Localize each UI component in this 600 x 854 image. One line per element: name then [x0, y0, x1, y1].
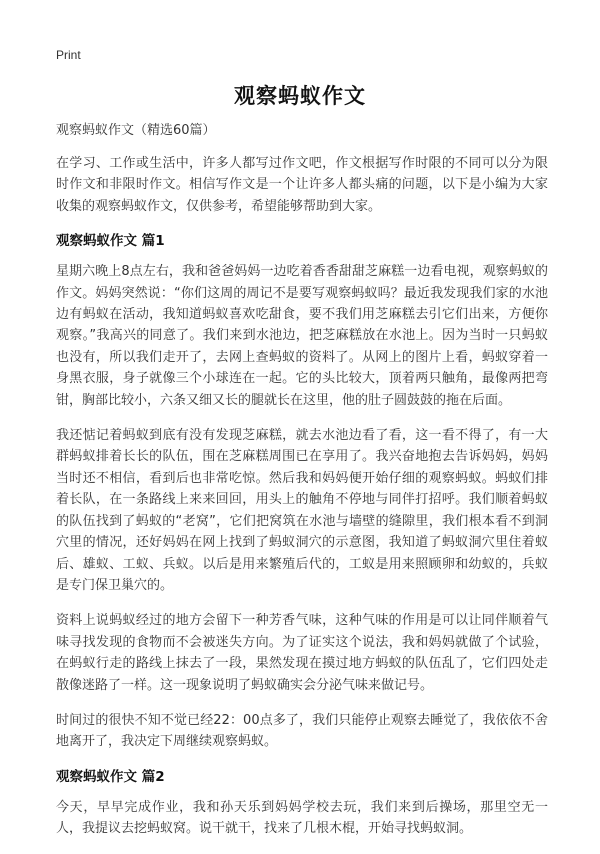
section-1-paragraph-1: 星期六晚上8点左右，我和爸爸妈妈一边吃着香香甜甜芝麻糕一边看电视，观察蚂蚁的作文。妈妈突然说：“你们这周的周记不是要写观察蚂蚁吗？最近我发现我们家的水池边有蚂蚁在活动，我知道蚂蚁喜欢吃甜食，要不我们用芝麻糕去引它们出来，方便你观察。”我高兴的同意了。我们来到水池边，把芝麻糕放在水池上。因为当时一只蚂蚁也没有，所以我们走开了，去网上查蚂蚁的资料了。从网上的图片上看，蚂蚁穿着一身黑衣服，身子就像三个小球连在一起。它的头比较大，顶着两只触角，最像两把弯钳，胸部比较小，六条又细又长的腿就长在这里，他的肚子圆鼓鼓的拖在后面。	[56, 264, 548, 408]
page-title: 观察蚂蚁作文	[234, 84, 366, 108]
article-body	[56, 121, 548, 854]
article-subtitle: 观察蚂蚁作文（精选60篇）	[56, 123, 216, 138]
section-1-paragraph-4: 时间过的很快不知不觉已经22：00点多了，我们只能停止观察去睡觉了，我依依不舍地离开了，我决定下周继续观察蚂蚁。	[56, 712, 548, 750]
section-2-paragraph-1: 今天，早早完成作业，我和孙天乐到妈妈学校去玩，我们来到后操场，那里空无一人，我提议去挖蚂蚁窝。说干就干，找来了几根木棍，开始寻找蚂蚁洞。	[56, 799, 548, 837]
section-1-paragraph-3: 资料上说蚂蚁经过的地方会留下一种芳香气味，这种气味的作用是可以让同伴顺着气味寻找发现的食物而不会被迷失方向。为了证实这个说法，我和妈妈就做了个试验，在蚂蚁行走的路线上抹去了一段，果然发现在摸过地方蚂蚁的队伍乱了，它们四处走散像迷路了一样。这一现象说明了蚂蚁确实会分泌气味来做记号。	[56, 613, 548, 693]
intro-paragraph: 在学习、工作或生活中，许多人都写过作文吧，作文根据写作时限的不同可以分为限时作文和非限时作文。相信写作文是一个让许多人都头痛的问题，以下是小编为大家收集的观察蚂蚁作文，仅供参考，希望能够帮助到大家。	[56, 156, 548, 214]
section-heading-1: 观察蚂蚁作文 篇1	[56, 233, 165, 250]
section-1-paragraph-2: 我还惦记着蚂蚁到底有没有发现芝麻糕，就去水池边看了看，这一看不得了，有一大群蚂蚁排着长长的队伍，围在芝麻糕周围已在享用了。我兴奋地抱去告诉妈妈，妈妈当时还不相信，看到后也非常吃惊。然后我和妈妈便开始仔细的观察蚂蚁。蚂蚁们排着长队，在一条路线上来来回回，用头上的触角不停地与同伴打招呼。我们顺着蚂蚁的队伍找到了蚂蚁的“老窝”，它们把窝筑在水池与墙壁的缝隙里，我们根本看不到洞穴里的情况，还好妈妈在网上找到了蚂蚁洞穴的示意图，我知道了蚂蚁洞穴里住着蚁后、雄蚁、工蚁、兵蚁。以后是用来繁殖后代的，工蚁是用来照顾卵和幼蚁的，兵蚁是专门保卫巢穴的。	[56, 428, 548, 593]
section-heading-2: 观察蚂蚁作文 篇2	[56, 768, 165, 785]
print-label[interactable]: Print	[56, 48, 81, 62]
